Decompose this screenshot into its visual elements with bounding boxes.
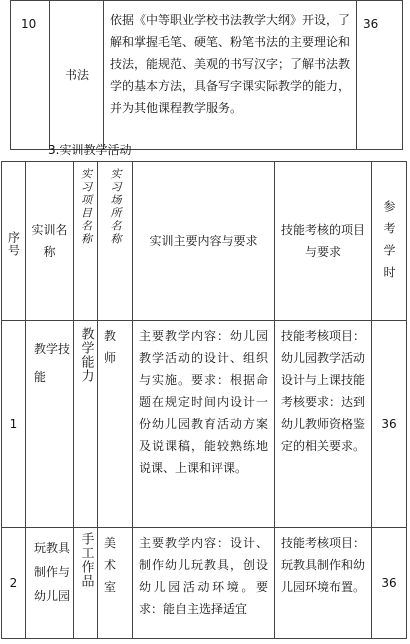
header-content: 实训主要内容与要求 xyxy=(133,162,275,321)
row-hours: 36 xyxy=(372,528,407,639)
row-hours: 36 xyxy=(372,321,407,528)
row-name: 玩教具制作与幼儿园 xyxy=(26,528,74,639)
practical-table xyxy=(1,161,407,639)
course-hours: 36 xyxy=(357,1,403,150)
header-assessment: 技能考核的项目与要求 xyxy=(275,162,372,321)
row-content: 主要教学内容：设计、制作幼儿玩教具，创设幼儿园活动环境。要求：能自主选择适宜 xyxy=(133,528,275,639)
section-title: 3.实训教学活动 xyxy=(48,143,132,157)
header-no: 序号 xyxy=(2,162,26,321)
header-row xyxy=(2,162,407,321)
header-hours: 参考学时 xyxy=(372,162,407,321)
row-place: 美术室 xyxy=(98,528,133,639)
header-name: 实训名称 xyxy=(26,162,74,321)
row-content: 主要教学内容：幼儿园教学活动的设计、组织与实施。要求：根据命题在规定时间内设计一份幼儿园教育活动方案及说课稿，能较熟练地说课、上课和评课。 xyxy=(133,321,275,528)
table-row xyxy=(2,528,407,639)
course-number: 10 xyxy=(11,1,50,150)
row-assessment: 技能考核项目：玩教具制作和幼儿园环境布置。 xyxy=(275,528,372,639)
course-content: 依据《中等职业学校书法教学大纲》开设，了解和掌握毛笔、硬笔、粉笔书法的主要理论和技法，能规范、美观的书写汉字；了解书法教学的基本方法，具备写字课实际教学的能力，并为其他课程教学服务。 xyxy=(104,1,357,150)
row-assessment: 技能考核项目：幼儿园教学活动设计与上课技能考核要求：达到幼儿教师资格鉴定的相关要求。 xyxy=(275,321,372,528)
course-row xyxy=(11,1,403,150)
course-table xyxy=(10,0,403,150)
row-place: 教师 xyxy=(98,321,133,528)
table-row xyxy=(2,321,407,528)
header-place: 实习场所名称 xyxy=(98,162,133,321)
row-project: 教学能力 xyxy=(74,321,98,528)
row-name: 教学技能 xyxy=(26,321,74,528)
course-name: 书法 xyxy=(50,1,104,150)
row-number: 2 xyxy=(2,528,26,639)
row-project: 手工作品 xyxy=(74,528,98,639)
header-project: 实习项目名称 xyxy=(74,162,98,321)
row-number: 1 xyxy=(2,321,26,528)
